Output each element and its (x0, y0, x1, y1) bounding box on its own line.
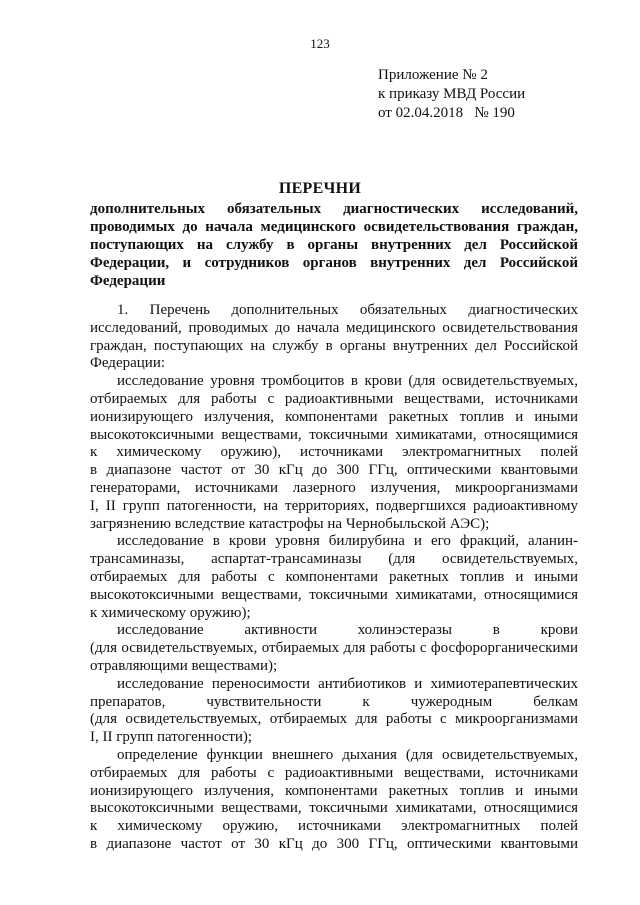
subtitle-line: Федерации (90, 273, 166, 289)
body-line: препаратов, чувствительности к чужеродным белкам (90, 693, 578, 710)
body-line: высокотоксичными веществами, токсичными химикатами, относящимися (90, 426, 578, 443)
body-line: исследование активности холинэстеразы в крови (117, 622, 578, 639)
body-line: определение функции внешнего дыхания (для освидетельствуемых, (117, 746, 578, 763)
page-number: 123 (310, 36, 330, 51)
body-line: к химическому оружию), источниками электромагнитных полей (90, 444, 578, 461)
appendix-date: от 02.04.2018 № 190 (378, 105, 515, 121)
body-line: к химическому оружию, источниками электромагнитных полей (90, 818, 578, 835)
body-line: исследование в крови уровня билирубина и его фракций, аланин- (117, 533, 578, 550)
body-line: I, II групп патогенности, на территориях, подвергшихся радиоактивному (90, 497, 578, 514)
body-line: высокотоксичными веществами, токсичными химикатами, относящимися (90, 586, 578, 603)
body-line: отбираемых для работы с радиоактивными веществами, источниками (90, 764, 578, 781)
body-line: исследование переносимости антибиотиков и химиотерапевтических (117, 675, 578, 692)
subtitle-line: проводимых до начала медицинского освидетельствования граждан, (90, 219, 578, 235)
body-line: в диапазоне частот от 30 кГц до 300 ГГц, оптическими квантовыми (90, 835, 578, 852)
body-line: (для освидетельствуемых, отбираемых для работы с фосфорорганическими (90, 640, 578, 657)
appendix-order: к приказу МВД России (378, 86, 526, 102)
document-body (90, 302, 578, 854)
body-line: генераторами, источниками лазерного излучения, микроорганизмами (90, 479, 578, 496)
body-line: исследований, проводимых до начала медицинского освидетельствования (90, 319, 578, 336)
body-line: 1. Перечень дополнительных обязательных диагностических (117, 302, 578, 318)
body-line: отравляющими веществами); (90, 657, 278, 674)
subtitle-line: Федерации, и сотрудников органов внутренних дел Российской (90, 255, 578, 271)
body-line: ионизирующего излучения, компонентами ракетных топлив и иными (90, 408, 578, 425)
appendix-number: Приложение № 2 (378, 67, 488, 83)
subtitle-line: поступающих на службу в органы внутренних дел Российской (90, 237, 578, 253)
appendix-reference (378, 66, 525, 123)
body-line: загрязнению вследствие катастрофы на Чернобыльской АЭС); (90, 515, 490, 532)
body-line: отбираемых для работы с радиоактивными веществами, источниками (90, 390, 578, 407)
body-line: в диапазоне частот от 30 кГц до 300 ГГц, оптическими квантовыми (90, 462, 578, 479)
document-subtitle (90, 200, 578, 290)
document-title: ПЕРЕЧНИ (278, 180, 362, 197)
subtitle-line: дополнительных обязательных диагностических исследований, (90, 201, 578, 217)
body-line: к химическому оружию); (90, 604, 251, 621)
body-line: ионизирующего излучения, компонентами ракетных топлив и иными (90, 782, 578, 799)
body-line: отбираемых для работы с компонентами ракетных топлив и иными (90, 568, 578, 585)
body-line: граждан, поступающих на службу в органы внутренних дел Российской (90, 337, 578, 354)
body-line: (для освидетельствуемых, отбираемых для работы с микроорганизмами (90, 711, 578, 728)
body-line: высокотоксичными веществами, токсичными химикатами, относящимися (90, 800, 578, 817)
body-line: исследование уровня тромбоцитов в крови (для освидетельствуемых, (117, 373, 578, 390)
body-line: Федерации: (90, 355, 166, 372)
body-line: трансаминазы, аспартат-трансаминазы (для освидетельствуемых, (90, 551, 578, 568)
body-line: I, II групп патогенности); (90, 729, 253, 746)
